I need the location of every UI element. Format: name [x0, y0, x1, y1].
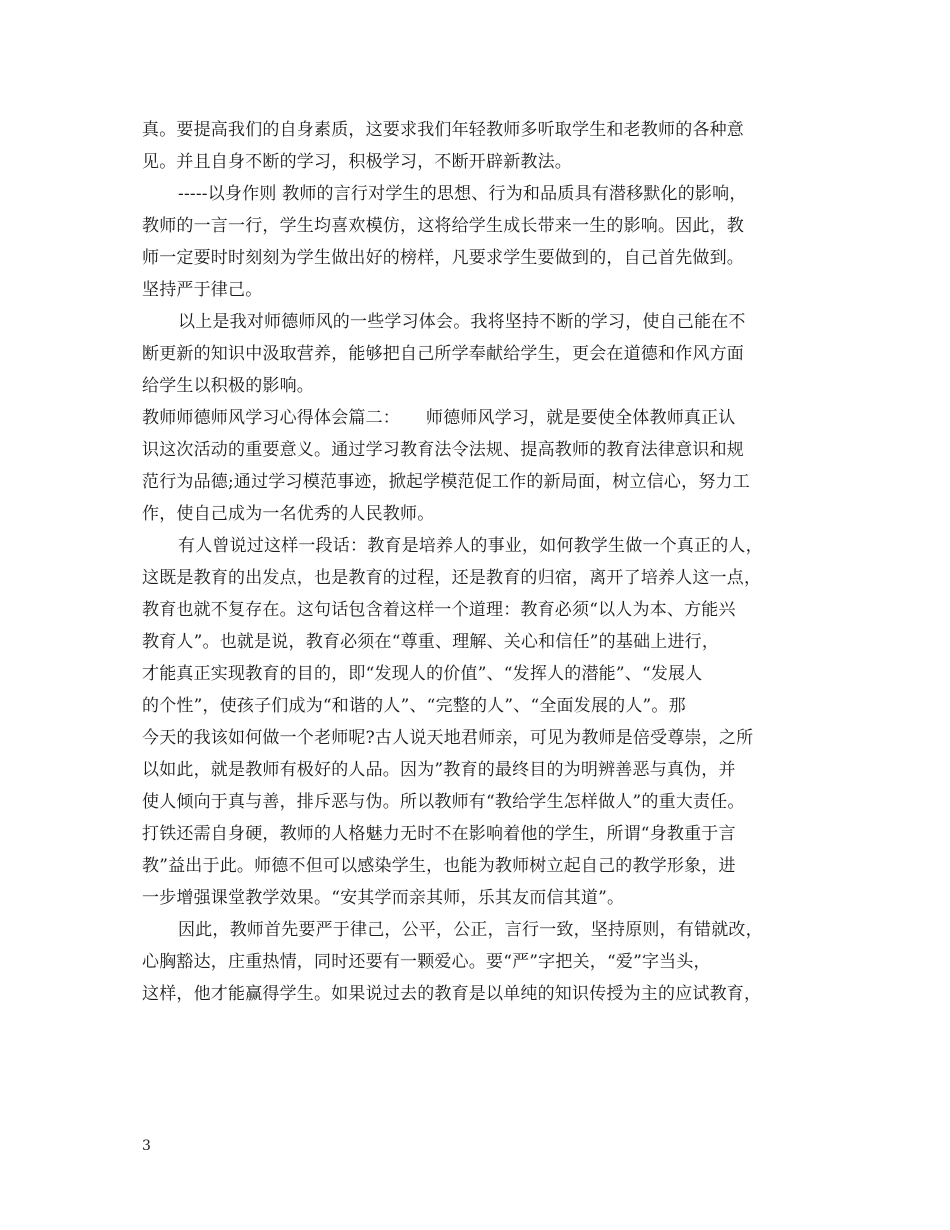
- text-line: 因此，教师首先要严于律己，公平，公正，言行一致，坚持原则，有错就改，: [178, 920, 763, 940]
- text-line: 教”益出于此。师德不但可以感染学生，也能为教师树立起自己的教学形象，进: [142, 856, 736, 876]
- text-line: 识这次活动的重要意义。通过学习教育法令法规、提高教师的教育法律意识和规: [142, 440, 744, 460]
- text-line: 才能真正实现教育的目的，即“发现人的价值”、“发挥人的潜能”、“发展人: [142, 664, 703, 684]
- text-line: 一步增强课堂教学效果。“安其学而亲其师，乐其友而信其道”。: [142, 888, 625, 908]
- text-line: 坚持严于律己。: [142, 280, 263, 300]
- text-line: 范行为品德;通过学习模范事迹，掀起学模范促工作的新局面，树立信心，努力工: [142, 472, 750, 492]
- text-line: 真。要提高我们的自身素质，这要求我们年轻教师多听取学生和老教师的各种意: [142, 120, 744, 140]
- text-line: 师一定要时时刻刻为学生做出好的榜样，凡要求学生要做到的，自己首先做到。: [142, 248, 744, 268]
- text-line: 有人曾说过这样一段话：教育是培养人的事业，如何教学生做一个真正的人，: [178, 536, 763, 556]
- text-line: 以如此，就是教师有极好的人品。因为”教育的最终目的为明辨善恶与真伪，并: [142, 760, 736, 780]
- text-line: 今天的我该如何做一个老师呢?古人说天地君师亲，可见为教师是倍受尊崇，之所: [142, 728, 754, 748]
- document-body: [142, 114, 822, 1010]
- text-line: 这既是教育的出发点，也是教育的过程，还是教育的归宿，离开了培养人这一点，: [142, 568, 762, 588]
- text-line: 心胸豁达，庄重热情，同时还要有一颗爱心。要“严”字把关，“爱”字当头，: [142, 952, 711, 972]
- text-line: 给学生以积极的影响。: [142, 376, 314, 396]
- text-line: 的个性”，使孩子们成为“和谐的人”、“完整的人”、“全面发展的人”。那: [142, 696, 686, 716]
- text-line: 教育也就不复存在。这句话包含着这样一个道理：教育必须“以人为本、方能兴: [142, 600, 736, 620]
- text-line: 教师的一言一行，学生均喜欢模仿，这将给学生成长带来一生的影响。因此，教: [142, 216, 744, 236]
- text-line: 教师师德师风学习心得体会篇二： 师德师风学习，就是要使全体教师真正认: [142, 408, 736, 428]
- text-line: 以上是我对师德师风的一些学习体会。我将坚持不断的学习，使自己能在不: [178, 312, 746, 332]
- text-line: 作，使自己成为一名优秀的人民教师。: [142, 504, 435, 524]
- text-line: 使人倾向于真与善，排斥恶与伪。所以教师有“教给学生怎样做人”的重大责任。: [142, 792, 745, 812]
- text-line: -----以身作则 教师的言行对学生的思想、行为和品质具有潜移默化的影响，: [178, 184, 747, 204]
- page-number: 3: [142, 1138, 151, 1154]
- text-line: 这样，他才能赢得学生。如果说过去的教育是以单纯的知识传授为主的应试教育，: [142, 984, 762, 1004]
- text-line: 打铁还需自身硬，教师的人格魅力无时不在影响着他的学生，所谓“身教重于言: [142, 824, 736, 844]
- text-line: 见。并且自身不断的学习，积极学习，不断开辟新教法。: [142, 152, 572, 172]
- text-line: 教育人”。也就是说，教育必须在“尊重、理解、关心和信任”的基础上进行，: [142, 632, 720, 652]
- text-line: 断更新的知识中汲取营养，能够把自己所学奉献给学生，更会在道德和作风方面: [142, 344, 744, 364]
